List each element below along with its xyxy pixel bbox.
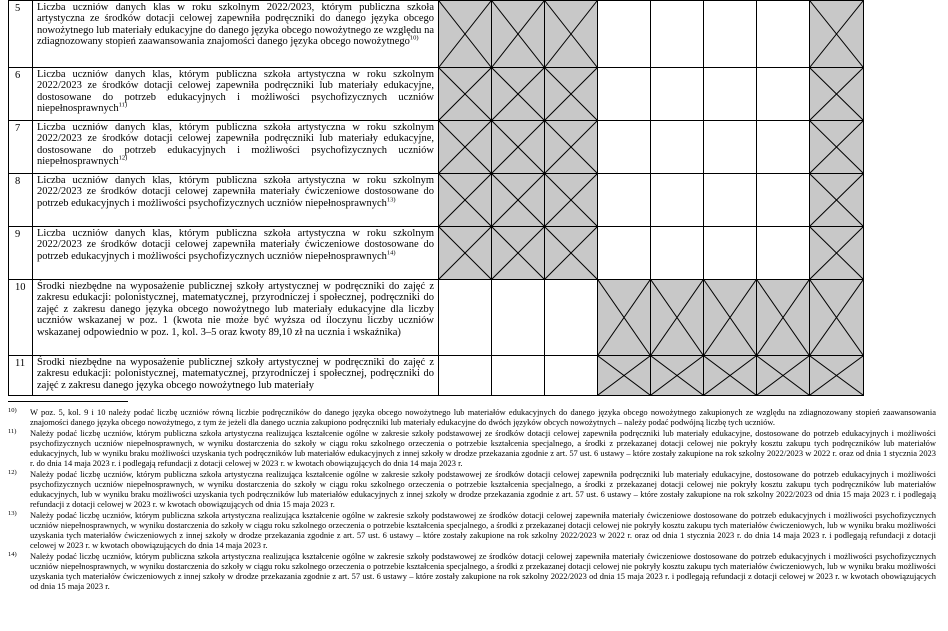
input-cell[interactable] — [704, 121, 757, 174]
input-cell[interactable] — [757, 121, 810, 174]
footnote-ref: 11) — [118, 101, 128, 109]
footnote-text: Należy podać liczbę uczniów, którym publiczna szkoła artystyczna realizująca kształcenie ogólne w zakresie szkoły podstawowej ze środków dotacji celowej zapewniła materiały ćwiczeniowe dostosowane do potrzeb edukacyjnych i możliwości psychofizycznych uczniów niepełnosprawnych, w wyniku dostarczenia do szkoły w ciągu roku szkolnego orzeczenia o potrzebie kształcenia specjalnego, a środki z przekazanej dotacji celowej nie pokryły kosztu zakupu tych materiałów ćwiczeniowych, lub w wyniku braku możliwości uzyskania tych materiałów ćwiczeniowych z innej szkoły w drodze przekazania zgodnie z art. 57 ust. 6 ustawy – które zostały zakupione na rok szkolny 2022/2023 od dnia 15 maja 2023 r. i podlegają refundacji z dotacji celowej w 2023 r. w kwotach obowiązujących od dnia 15 maja 2023 r. — [30, 551, 936, 591]
footnote-ref: 14) — [386, 249, 396, 257]
crossed-out-cell — [492, 174, 545, 227]
input-cell[interactable] — [598, 68, 651, 121]
footnote — [8, 510, 936, 550]
cross-mark-icon — [492, 227, 544, 279]
row-description-text: Liczba uczniów danych klas w roku szkolnym 2022/2023, którym publiczna szkoła artystyczna ze środków dotacji celowej zapewniła podręczniki do danego języka obcego nowożytnego lub materiały edukacyjne do danego języka obcego nowożytnego ze względu na zdiagnozowany stopień zaawansowania znajomości danego języka obcego nowożytnego — [37, 2, 434, 48]
crossed-out-cell — [704, 280, 757, 356]
row-description-text: Środki niezbędne na wyposażenie publicznej szkoły artystycznej w podręczniki do zajęć z zakresu edukacji: polonistycznej, matematycznej, przyrodniczej i społecznej, podręczniki do zajęć z zakresu danego języka obcego nowożytnego lub materiały edukacyjne dla liczby uczniów wskazanej w poz. 1 (kwota nie może być wyższa od iloczynu liczby uczniów wskazanej odpowiednio w poz. 1, kol. 3–5 oraz kwoty 89,10 zł na ucznia i wskaźnika) — [37, 281, 434, 338]
footnote-marker: 10) — [8, 407, 17, 414]
input-cell[interactable] — [704, 227, 757, 280]
crossed-out-cell — [810, 174, 864, 227]
input-cell[interactable] — [704, 1, 757, 68]
footnote-ref: 13) — [386, 196, 396, 204]
crossed-out-cell — [545, 227, 598, 280]
row-description — [33, 227, 439, 280]
crossed-out-cell — [810, 121, 864, 174]
input-cell[interactable] — [651, 174, 704, 227]
cross-mark-icon — [651, 356, 703, 395]
input-cell[interactable] — [492, 280, 545, 356]
cross-mark-icon — [810, 174, 863, 226]
input-cell[interactable] — [598, 174, 651, 227]
input-cell[interactable] — [651, 121, 704, 174]
table-row — [9, 1, 864, 68]
crossed-out-cell — [598, 356, 651, 396]
row-description-text: Liczba uczniów danych klas, którym publiczna szkoła artystyczna w roku szkolnym 2022/2023 ze środków dotacji celowej zapewniła podręczniki lub materiały edukacyjne, dostosowane do potrzeb edukacyjnych i możliwości psychofizycznych uczniów niepełnosprawnych — [37, 122, 434, 168]
input-cell[interactable] — [757, 174, 810, 227]
cross-mark-icon — [545, 174, 597, 226]
crossed-out-cell — [492, 227, 545, 280]
crossed-out-cell — [492, 121, 545, 174]
input-cell[interactable] — [757, 227, 810, 280]
cross-mark-icon — [810, 68, 863, 120]
row-description-text: Środki niezbędne na wyposażenie publicznej szkoły artystycznej w podręczniki do zajęć z zakresu edukacji: polonistycznej, matematycznej, przyrodniczej i społecznej, podręczniki do zajęć z zakresu danego języka obcego nowożytnego lub materiały — [37, 357, 434, 391]
crossed-out-cell — [810, 68, 864, 121]
cross-mark-icon — [492, 121, 544, 173]
footnote-ref: 12) — [118, 154, 128, 162]
input-cell[interactable] — [598, 1, 651, 68]
crossed-out-cell — [439, 227, 492, 280]
cross-mark-icon — [810, 121, 863, 173]
table-row — [9, 356, 864, 396]
footnote — [8, 469, 936, 509]
crossed-out-cell — [598, 280, 651, 356]
row-description — [33, 356, 439, 396]
row-number: 11 — [9, 356, 33, 396]
cross-mark-icon — [492, 1, 544, 67]
crossed-out-cell — [545, 68, 598, 121]
cross-mark-icon — [545, 1, 597, 67]
crossed-out-cell — [757, 356, 810, 396]
footnotes — [8, 407, 936, 592]
row-number: 8 — [9, 174, 33, 227]
input-cell[interactable] — [757, 1, 810, 68]
cross-mark-icon — [810, 280, 863, 355]
footnote — [8, 407, 936, 427]
cross-mark-icon — [439, 227, 491, 279]
cross-mark-icon — [439, 121, 491, 173]
cross-mark-icon — [439, 1, 491, 67]
footnote-text: W poz. 5, kol. 9 i 10 należy podać liczbę uczniów równą liczbie podręczników do danego języka obcego nowożytnego lub materiałów edukacyjnych do danego języka obcego nowożytnego zakupionych ze względu na zdiagnozowany stopień zaawansowania znajomości danego języka obcego nowożytnego, z tym że jeżeli dla danego ucznia zakupiono podręczniki lub materiały edukacyjne do dwóch języków obcych nowożytnych – należy podać podwójną liczbę tych uczniów. — [30, 407, 936, 427]
footnote-marker: 13) — [8, 510, 17, 517]
footnote-text: Należy podać liczbę uczniów, którym publiczna szkoła artystyczna realizująca kształcenie ogólne w zakresie szkoły podstawowej ze środków dotacji celowej zapewniła materiały ćwiczeniowe dostosowane do potrzeb edukacyjnych i możliwości psychofizycznych uczniów niepełnosprawnych, w wyniku dostarczenia do szkoły w ciągu roku szkolnego orzeczenia o potrzebie kształcenia specjalnego, a środki z przekazanej dotacji celowej nie pokryły kosztu zakupu tych materiałów ćwiczeniowych, lub w wyniku braku możliwości uzyskania tych materiałów ćwiczeniowych z innej szkoły w drodze przekazania zgodnie z art. 57 ust. 6 ustawy – które zostały zakupione na rok szkolny 2022/2023 w 2022 r. oraz od dnia 1 stycznia 2023 r. do dnia 14 maja 2023 r. i podlegają refundacji z dotacji celowej w 2023 r. w kwotach obowiązujących do dnia 14 maja 2023 r. — [30, 510, 936, 550]
footnote-text: Należy podać liczbę uczniów, którym publiczna szkoła artystyczna realizująca kształcenie ogólne w zakresie szkoły podstawowej ze środków dotacji celowej zapewniła podręczniki lub materiały edukacyjne, dostosowane do potrzeb edukacyjnych i możliwości psychofizycznych uczniów niepełnosprawnych, w wyniku dostarczenia do szkoły w ciągu roku szkolnego orzeczenia o potrzebie kształcenia specjalnego, a środki z przekazanej dotacji celowej nie pokryły kosztu zakupu tych podręczników lub materiałów edukacyjnych, lub w wyniku braku możliwości uzyskania tych podręczników lub materiałów edukacyjnych z innej szkoły w drodze przekazania zgodnie z art. 57 ust. 6 ustawy – które zostały zakupione na rok szkolny 2022/2023 w 2022 r. oraz od dnia 1 stycznia 2023 r. do dnia 14 maja 2023 r. i podlegają refundacji z dotacji celowej w 2023 r. w kwotach obowiązujących do dnia 14 maja 2023 r. — [30, 428, 936, 468]
row-description-text: Liczba uczniów danych klas, którym publiczna szkoła artystyczna w roku szkolnym 2022/2023 ze środków dotacji celowej zapewniła podręczniki lub materiały edukacyjne, dostosowane do potrzeb edukacyjnych i możliwości psychofizycznych uczniów niepełnosprawnych — [37, 69, 434, 115]
cross-mark-icon — [492, 68, 544, 120]
row-number: 5 — [9, 1, 33, 68]
crossed-out-cell — [492, 1, 545, 68]
cross-mark-icon — [545, 121, 597, 173]
cross-mark-icon — [757, 356, 809, 395]
crossed-out-cell — [810, 280, 864, 356]
input-cell[interactable] — [439, 356, 492, 396]
crossed-out-cell — [439, 1, 492, 68]
crossed-out-cell — [545, 174, 598, 227]
input-cell[interactable] — [492, 356, 545, 396]
table-row — [9, 280, 864, 356]
cross-mark-icon — [704, 356, 756, 395]
table-row — [9, 68, 864, 121]
row-description — [33, 174, 439, 227]
crossed-out-cell — [439, 174, 492, 227]
input-cell[interactable] — [704, 68, 757, 121]
cross-mark-icon — [757, 280, 809, 355]
row-number: 7 — [9, 121, 33, 174]
crossed-out-cell — [439, 121, 492, 174]
footnote-marker: 11) — [8, 428, 17, 435]
cross-mark-icon — [545, 227, 597, 279]
cross-mark-icon — [810, 356, 863, 395]
crossed-out-cell — [651, 280, 704, 356]
crossed-out-cell — [439, 68, 492, 121]
crossed-out-cell — [810, 1, 864, 68]
footnote-marker: 14) — [8, 551, 17, 558]
input-cell[interactable] — [545, 280, 598, 356]
row-description — [33, 280, 439, 356]
form-table — [8, 0, 864, 396]
cross-mark-icon — [651, 280, 703, 355]
input-cell[interactable] — [651, 1, 704, 68]
crossed-out-cell — [651, 356, 704, 396]
cross-mark-icon — [545, 68, 597, 120]
cross-mark-icon — [704, 280, 756, 355]
input-cell[interactable] — [598, 227, 651, 280]
crossed-out-cell — [810, 356, 864, 396]
row-description — [33, 121, 439, 174]
cross-mark-icon — [810, 227, 863, 279]
crossed-out-cell — [704, 356, 757, 396]
footnote-text: Należy podać liczbę uczniów, którym publiczna szkoła artystyczna realizująca kształcenie ogólne w zakresie szkoły podstawowej ze środków dotacji celowej zapewniła podręczniki lub materiały edukacyjne, dostosowane do potrzeb edukacyjnych i możliwości psychofizycznych uczniów niepełnosprawnych, w wyniku dostarczenia do szkoły w ciągu roku szkolnego orzeczenia o potrzebie kształcenia specjalnego, a środki z przekazanej dotacji celowej nie pokryły kosztu zakupu tych podręczników lub materiałów edukacyjnych, lub w wyniku braku możliwości uzyskania tych podręczników lub materiałów edukacyjnych z innej szkoły w drodze przekazania zgodnie z art. 57 ust. 6 ustawy – które zostały zakupione na rok szkolny 2022/2023 od dnia 15 maja 2023 r. i podlegają refundacji z dotacji celowej w 2023 r. w kwotach obowiązujących od dnia 15 maja 2023 r. — [30, 469, 936, 509]
crossed-out-cell — [810, 227, 864, 280]
footnote-marker: 12) — [8, 469, 17, 476]
crossed-out-cell — [545, 1, 598, 68]
table-row — [9, 121, 864, 174]
cross-mark-icon — [810, 1, 863, 67]
row-description — [33, 1, 439, 68]
input-cell[interactable] — [704, 174, 757, 227]
input-cell[interactable] — [651, 68, 704, 121]
footnote-ref: 10) — [409, 34, 419, 42]
row-number: 10 — [9, 280, 33, 356]
cross-mark-icon — [492, 174, 544, 226]
input-cell[interactable] — [598, 121, 651, 174]
cross-mark-icon — [598, 356, 650, 395]
row-description-text: Liczba uczniów danych klas, którym publiczna szkoła artystyczna w roku szkolnym 2022/2023 ze środków dotacji celowej zapewniła materiały ćwiczeniowe dostosowane do potrzeb edukacyjnych i możliwości psychofizycznych uczniów niepełnosprawnych — [37, 228, 434, 262]
row-description — [33, 68, 439, 121]
row-number: 9 — [9, 227, 33, 280]
crossed-out-cell — [545, 121, 598, 174]
cross-mark-icon — [439, 68, 491, 120]
cross-mark-icon — [598, 280, 650, 355]
row-description-text: Liczba uczniów danych klas, którym publiczna szkoła artystyczna w roku szkolnym 2022/2023 ze środków dotacji celowej zapewniła materiały ćwiczeniowe dostosowane do potrzeb edukacyjnych i możliwości psychofizycznych uczniów niepełnosprawnych — [37, 175, 434, 209]
input-cell[interactable] — [545, 356, 598, 396]
crossed-out-cell — [757, 280, 810, 356]
table-row — [9, 174, 864, 227]
input-cell[interactable] — [651, 227, 704, 280]
footnote — [8, 428, 936, 468]
cross-mark-icon — [439, 174, 491, 226]
row-number: 6 — [9, 68, 33, 121]
footnote — [8, 551, 936, 591]
input-cell[interactable] — [757, 68, 810, 121]
crossed-out-cell — [492, 68, 545, 121]
footnote-separator — [8, 401, 128, 402]
table-row — [9, 227, 864, 280]
input-cell[interactable] — [439, 280, 492, 356]
